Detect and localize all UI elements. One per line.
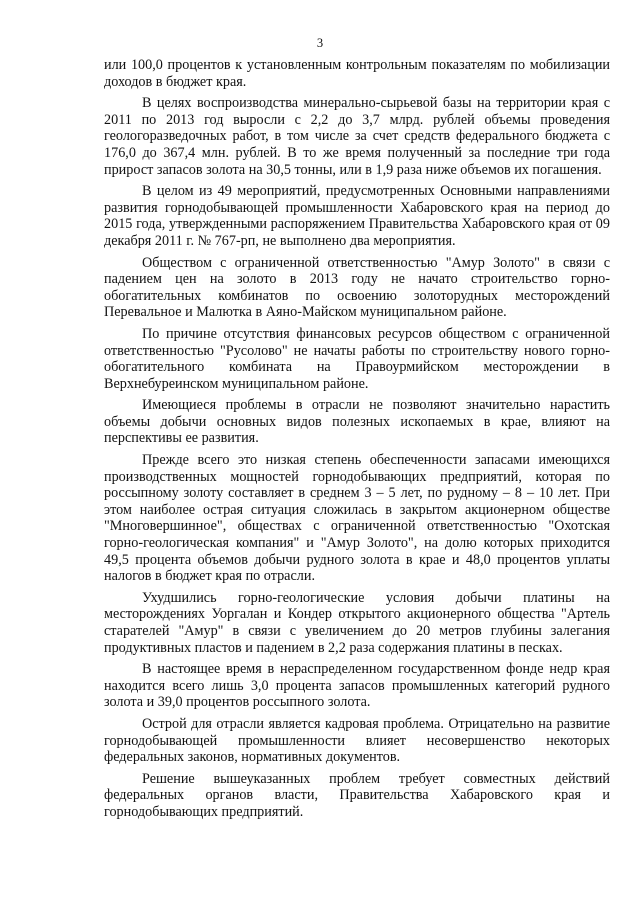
- body-text: [104, 57, 610, 826]
- paragraph-amur-zoloto: Обществом с ограниченной ответственностью "Амур Золото" в связи с падением цен на золото в 2013 году не начато строительство горно-обогатительных комбинатов по освоению золоторудных месторождений Перевальное и Малютка в Аяно-Майском муниципальном районе.: [104, 254, 610, 321]
- paragraph-staffing-problem: Острой для отрасли является кадровая проблема. Отрицательно на развитие горнодобывающей промышленности влияет несовершенство некоторых федеральных законов, нормативных документов.: [104, 715, 610, 766]
- paragraph-development-measures: В целом из 49 мероприятий, предусмотренных Основными направлениями развития горнодобывающей промышленности Хабаровского края на период до 2015 года, утвержденными распоряжением Правительства Хабаровского края от 09 декабря 2011 г. № 767-рп, не выполнено два мероприятия.: [104, 183, 610, 249]
- paragraph-reserves-provision: Прежде всего это низкая степень обеспеченности запасами имеющихся производственных мощностей горнодобывающих предприятий, которая по россыпному золоту составляет в среднем 3 – 5 лет, по рудному – 8 – 10 лет. При этом наиболее острая ситуация сложилась в закрытом акционерном обществе "Многовершинное", обществах с ограниченной ответственностью "Охотская горно-геологическая компания" и "Амур Золото", на долю которых приходится 49,5 процента объемов добычи рудного золота в крае и 48,0 процентов уплаты налогов в бюджет края по отрасли.: [104, 452, 610, 585]
- paragraph-rusolovo: По причине отсутствия финансовых ресурсов обществом с ограниченной ответственностью "Русолово" не начаты работы по строительству нового горно-обогатительного комбината на Правоурмийском месторождении в Верхнебуреинском муниципальном районе.: [104, 325, 610, 392]
- paragraph-joint-actions: Решение вышеуказанных проблем требует совместных действий федеральных органов власти, Правительства Хабаровского края и горнодобывающих предприятий.: [104, 770, 610, 820]
- paragraph-geological-exploration: В целях воспроизводства минерально-сырьевой базы на территории края с 2011 по 2013 год выросли с 2,2 до 3,7 млрд. рублей объемы проведения геологоразведочных работ, в том числе за счет средств федерального бюджета с 176,0 до 367,4 млн. рублей. В то же время полученный за последние три года прирост запасов золота на 30,5 тонны, или в 1,9 раза ниже объемов их погашения.: [104, 95, 610, 178]
- paragraph-industry-problems: Имеющиеся проблемы в отрасли не позволяют значительно нарастить объемы добычи основных видов полезных ископаемых в крае, влияют на перспективы ее развития.: [104, 397, 610, 447]
- paragraph-platinum-conditions: Ухудшились горно-геологические условия добычи платины на месторождениях Уоргалан и Кондер открытого акционерного общества "Артель старателей "Амур" в связи с увеличением до 20 метров глубины залегания продуктивных пластов и падением в 2,2 раза содержания платины в песках.: [104, 589, 610, 656]
- paragraph-undistributed-fund: В настоящее время в нераспределенном государственном фонде недр края находится всего лишь 3,0 процента запасов промышленных категорий рудного золота и 39,0 процентов россыпного золота.: [104, 661, 610, 711]
- page-number: 3: [316, 36, 324, 50]
- paragraph-continuation: или 100,0 процентов к установленным контрольным показателям по мобилизации доходов в бюджет края.: [104, 57, 610, 90]
